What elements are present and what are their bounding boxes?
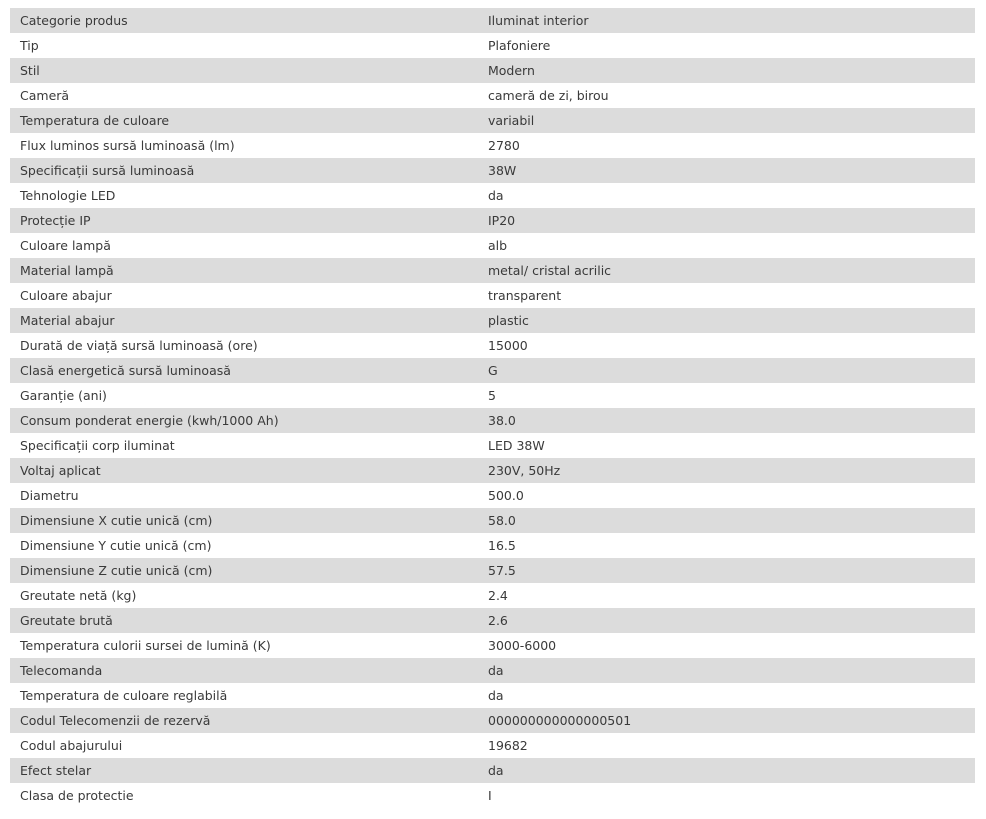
spec-row xyxy=(10,483,975,508)
spec-row xyxy=(10,758,975,783)
spec-label: Specificații corp iluminat xyxy=(10,433,478,458)
spec-row xyxy=(10,133,975,158)
spec-value: 5 xyxy=(478,383,975,408)
spec-row xyxy=(10,608,975,633)
spec-label: Garanție (ani) xyxy=(10,383,478,408)
spec-row xyxy=(10,533,975,558)
spec-value: 58.0 xyxy=(478,508,975,533)
spec-row xyxy=(10,733,975,758)
spec-label: Categorie produs xyxy=(10,8,478,33)
spec-label: Consum ponderat energie (kwh/1000 Ah) xyxy=(10,408,478,433)
spec-label: Material abajur xyxy=(10,308,478,333)
spec-row xyxy=(10,208,975,233)
spec-value: da xyxy=(478,183,975,208)
spec-row xyxy=(10,783,975,808)
spec-row xyxy=(10,658,975,683)
spec-value: variabil xyxy=(478,108,975,133)
spec-value: 19682 xyxy=(478,733,975,758)
spec-label: Greutate brută xyxy=(10,608,478,633)
spec-value: I xyxy=(478,783,975,808)
spec-row xyxy=(10,458,975,483)
spec-value: transparent xyxy=(478,283,975,308)
spec-row xyxy=(10,433,975,458)
spec-value: 38.0 xyxy=(478,408,975,433)
spec-row xyxy=(10,283,975,308)
spec-row xyxy=(10,8,975,33)
spec-row xyxy=(10,358,975,383)
spec-label: Tehnologie LED xyxy=(10,183,478,208)
spec-label: Diametru xyxy=(10,483,478,508)
spec-value: 2.4 xyxy=(478,583,975,608)
spec-label: Culoare lampă xyxy=(10,233,478,258)
spec-row xyxy=(10,108,975,133)
spec-value: 2.6 xyxy=(478,608,975,633)
spec-value: 2780 xyxy=(478,133,975,158)
spec-label: Codul abajurului xyxy=(10,733,478,758)
spec-value: LED 38W xyxy=(478,433,975,458)
spec-row xyxy=(10,233,975,258)
spec-value: 38W xyxy=(478,158,975,183)
spec-label: Temperatura culorii sursei de lumină (K) xyxy=(10,633,478,658)
spec-label: Dimensiune Z cutie unică (cm) xyxy=(10,558,478,583)
spec-label: Cameră xyxy=(10,83,478,108)
spec-value: IP20 xyxy=(478,208,975,233)
spec-value: 15000 xyxy=(478,333,975,358)
spec-label: Protecție IP xyxy=(10,208,478,233)
spec-row xyxy=(10,383,975,408)
spec-row xyxy=(10,183,975,208)
spec-label: Telecomanda xyxy=(10,658,478,683)
spec-value: cameră de zi, birou xyxy=(478,83,975,108)
spec-row xyxy=(10,583,975,608)
spec-row xyxy=(10,308,975,333)
spec-value: 500.0 xyxy=(478,483,975,508)
spec-row xyxy=(10,258,975,283)
spec-value: 16.5 xyxy=(478,533,975,558)
spec-label: Temperatura de culoare xyxy=(10,108,478,133)
spec-value: Modern xyxy=(478,58,975,83)
spec-label: Dimensiune X cutie unică (cm) xyxy=(10,508,478,533)
spec-label: Specificații sursă luminoasă xyxy=(10,158,478,183)
spec-value: alb xyxy=(478,233,975,258)
spec-value: G xyxy=(478,358,975,383)
spec-row xyxy=(10,58,975,83)
spec-label: Codul Telecomenzii de rezervă xyxy=(10,708,478,733)
spec-row xyxy=(10,408,975,433)
spec-value: da xyxy=(478,683,975,708)
spec-value: 3000-6000 xyxy=(478,633,975,658)
spec-label: Temperatura de culoare reglabilă xyxy=(10,683,478,708)
spec-label: Greutate netă (kg) xyxy=(10,583,478,608)
spec-label: Durată de viață sursă luminoasă (ore) xyxy=(10,333,478,358)
product-spec-table xyxy=(10,8,975,808)
spec-row xyxy=(10,83,975,108)
spec-label: Culoare abajur xyxy=(10,283,478,308)
spec-row xyxy=(10,158,975,183)
spec-label: Tip xyxy=(10,33,478,58)
spec-row xyxy=(10,333,975,358)
spec-label: Voltaj aplicat xyxy=(10,458,478,483)
spec-value: Iluminat interior xyxy=(478,8,975,33)
spec-row xyxy=(10,508,975,533)
spec-label: Dimensiune Y cutie unică (cm) xyxy=(10,533,478,558)
spec-row xyxy=(10,633,975,658)
spec-value: 000000000000000501 xyxy=(478,708,975,733)
spec-label: Material lampă xyxy=(10,258,478,283)
spec-value: Plafoniere xyxy=(478,33,975,58)
spec-value: plastic xyxy=(478,308,975,333)
spec-label: Clasă energetică sursă luminoasă xyxy=(10,358,478,383)
spec-row xyxy=(10,558,975,583)
spec-value: da xyxy=(478,758,975,783)
spec-row xyxy=(10,33,975,58)
spec-label: Clasa de protectie xyxy=(10,783,478,808)
spec-table-body xyxy=(10,8,975,808)
spec-label: Efect stelar xyxy=(10,758,478,783)
spec-row xyxy=(10,683,975,708)
spec-value: da xyxy=(478,658,975,683)
spec-label: Stil xyxy=(10,58,478,83)
spec-row xyxy=(10,708,975,733)
spec-value: 57.5 xyxy=(478,558,975,583)
spec-label: Flux luminos sursă luminoasă (lm) xyxy=(10,133,478,158)
spec-value: metal/ cristal acrilic xyxy=(478,258,975,283)
spec-value: 230V, 50Hz xyxy=(478,458,975,483)
